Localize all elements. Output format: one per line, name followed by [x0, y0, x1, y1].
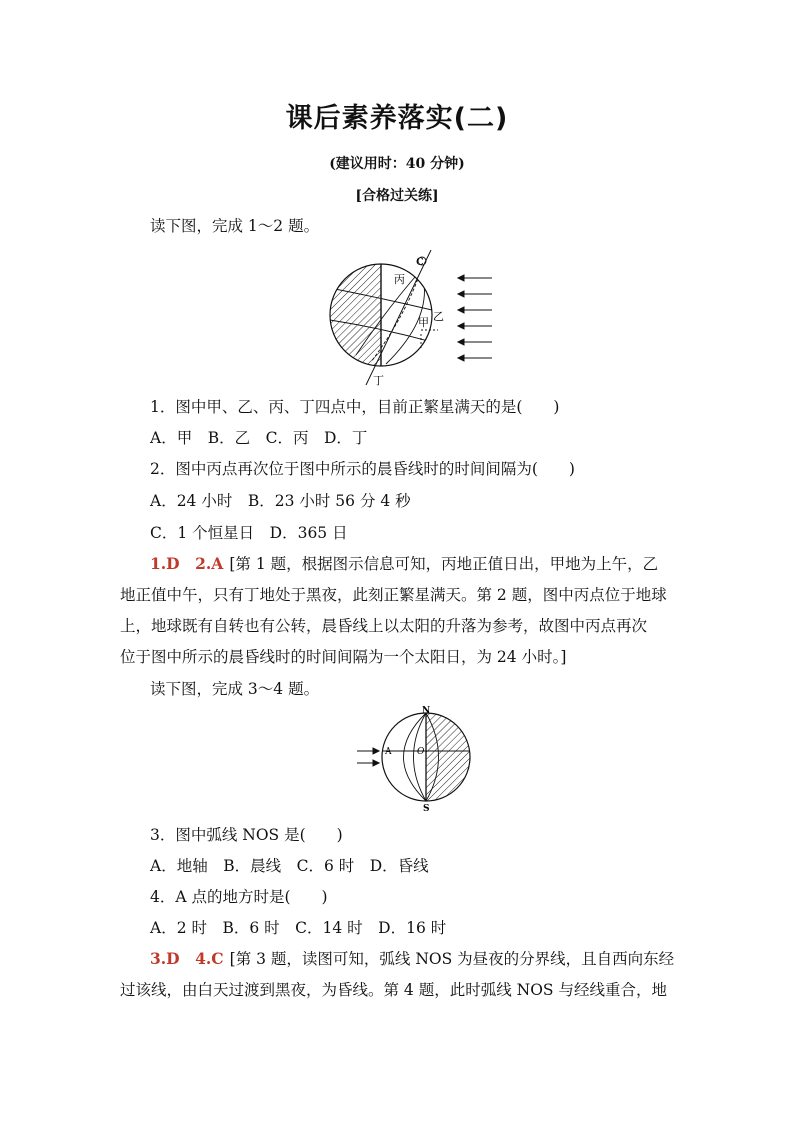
answer-3-4-line-2: 过该线，由白天过渡到黑夜，为昏线。第 4 题，此时弧线 NOS 与经线重合，地	[120, 981, 667, 999]
night-shading	[330, 250, 381, 380]
intro-text-1: 读下图，完成 1～2 题。	[150, 217, 320, 235]
sunlight-arrows	[458, 275, 492, 361]
label-o: O	[417, 747, 425, 757]
figure-1-globe	[326, 250, 498, 390]
intro-text-2: 读下图，完成 3～4 题。	[150, 680, 320, 698]
suggested-time: (建议用时：40 分钟)	[329, 156, 465, 172]
question-2-options-1: A．24 小时 B．23 小时 56 分 4 秒	[150, 492, 411, 510]
answer-1-2-line-1	[150, 553, 710, 575]
question-3-stem: 3．图中弧线 NOS 是( )	[150, 826, 343, 844]
label-jia: 甲	[418, 316, 429, 329]
label-ding: 丁	[373, 374, 384, 387]
label-a: A	[385, 747, 392, 757]
answer-3-4-line-1	[150, 948, 710, 970]
label-bing: 丙	[394, 273, 405, 286]
question-4-options: A．2 时 B．6 时 C．14 时 D．16 时	[150, 919, 447, 937]
answer-1-2-line-4: 位于图中所示的晨昏线时的时间间隔为一个太阳日，为 24 小时。]	[120, 648, 567, 666]
label-yi: 乙	[433, 310, 444, 323]
answer-1-2-line-2: 地正值中午，只有丁地处于黑夜，此刻正繁星满天。第 2 题，图中丙点位于地球	[120, 586, 667, 604]
answer-text: [第 1 题，根据图示信息可知，丙地正值日出，甲地为上午，乙	[229, 555, 659, 573]
question-2-stem: 2．图中丙点再次位于图中所示的晨昏线时的时间间隔为( )	[150, 460, 575, 478]
question-1-options: A．甲 B．乙 C．丙 D．丁	[150, 429, 368, 447]
answer-1-2-line-3: 上，地球既有自转也有公转，晨昏线上以太阳的升落为参考，故图中丙点再次	[120, 617, 648, 635]
label-c: C	[416, 257, 424, 268]
question-4-stem: 4．A 点的地方时是( )	[150, 888, 328, 906]
figure-2-globe	[353, 705, 473, 817]
answer-key-3-4: 3.D 4.C	[150, 949, 224, 968]
question-1-stem: 1．图中甲、乙、丙、丁四点中，目前正繁星满天的是( )	[150, 398, 560, 416]
page-title: 课后素养落实(二)	[285, 103, 509, 134]
section-heading: [合格过关练]	[355, 188, 439, 204]
question-3-options: A．地轴 B．晨线 C．6 时 D．昏线	[150, 857, 429, 875]
answer-text: [第 3 题，读图可知，弧线 NOS 为昼夜的分界线，且自西向东经	[229, 950, 675, 968]
answer-key-1-2: 1.D 2.A	[150, 554, 224, 573]
sunlight-arrows	[357, 748, 379, 766]
label-s: S	[423, 804, 430, 814]
night-shading	[426, 711, 472, 803]
question-2-options-2: C．1 个恒星日 D．365 日	[150, 524, 348, 542]
label-n: N	[422, 706, 431, 716]
